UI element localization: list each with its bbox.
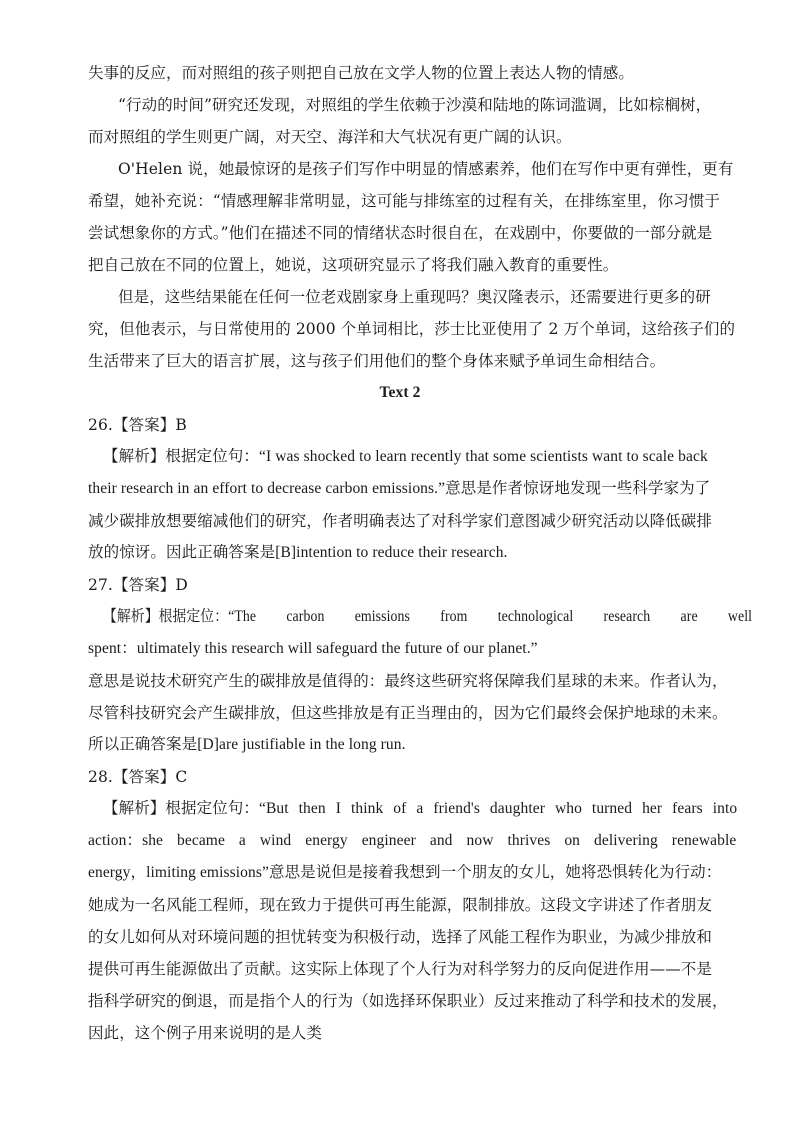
paragraph-line: “行动的时间”研究还发现，对照组的学生依赖于沙漠和陆地的陈词滥调，比如棕榈树，	[118, 96, 712, 114]
answer-line: 28.【答案】C	[88, 768, 188, 786]
analysis-line: 意思是说技术研究产生的碳排放是值得的：最终这些研究将保障我们星球的未来。作者认为，	[88, 672, 728, 690]
paragraph-line: O'Helen 说，她最惊讶的是孩子们写作中明显的情感素养，他们在写作中更有弹性，更有	[118, 160, 734, 178]
section-title: Text 2	[379, 384, 421, 401]
analysis-line: spent：ultimately this research will safeguard the future of our planet.”	[88, 640, 538, 657]
analysis-line: their research in an effort to decrease carbon emissions.”意思是作者惊讶地发现一些科学家为了	[88, 480, 711, 497]
analysis-line: 【解析】根据定位：“The carbon emissions from technological research are well	[103, 608, 753, 625]
analysis-line: 所以正确答案是[D]are justifiable in the long run.	[88, 736, 406, 753]
paragraph-line: 生活带来了巨大的语言扩展，这与孩子们用他们的整个身体来赋予单词生命相结合。	[88, 352, 666, 370]
paragraph-line: 把自己放在不同的位置上，她说，这项研究显示了将我们融入教育的重要性。	[88, 256, 619, 274]
analysis-line: 指科学研究的倒退，而是指个人的行为（如选择环保职业）反过来推动了科学和技术的发展，	[88, 992, 728, 1010]
answer-line: 26.【答案】B	[88, 416, 187, 434]
analysis-line: energy，limiting emissions”意思是说但是接着我想到一个朋友的女儿，她将恐惧转化为行动：	[88, 864, 722, 881]
analysis-line: 【解析】根据定位句：“I was shocked to learn recently that some scientists want to scale back	[103, 448, 708, 465]
analysis-line: 提供可再生能源做出了贡献。这实际上体现了个人行为对科学努力的反向促进作用——不是	[88, 960, 713, 978]
paragraph-line: 但是，这些结果能在任何一位老戏剧家身上重现吗？奥汉隆表示，还需要进行更多的研	[118, 288, 711, 306]
paragraph-line: 失事的反应，而对照组的孩子则把自己放在文学人物的位置上表达人物的情感。	[88, 64, 635, 82]
analysis-line: 的女儿如何从对环境问题的担忧转变为积极行动，选择了风能工程作为职业，为减少排放和	[88, 928, 713, 946]
analysis-line: 减少碳排放想要缩减他们的研究，作者明确表达了对科学家们意图减少研究活动以降低碳排	[88, 512, 713, 530]
analysis-line: 她成为一名风能工程师，现在致力于提供可再生能源，限制排放。这段文字讲述了作者朋友	[88, 896, 713, 914]
paragraph-line: 尝试想象你的方式。”他们在描述不同的情绪状态时很自在，在戏剧中，你要做的一部分就是	[88, 224, 713, 242]
paragraph-line: 希望，她补充说：“情感理解非常明显，这可能与排练室的过程有关，在排练室里，你习惯于	[88, 192, 721, 210]
paragraph-line: 而对照组的学生则更广阔，对天空、海洋和大气状况有更广阔的认识。	[88, 128, 572, 146]
analysis-line: 【解析】根据定位句：“But then I think of a friend's daughter who turned her fears into	[103, 800, 738, 817]
paragraph-line: 究，但他表示，与日常使用的 2000 个单词相比，莎士比亚使用了 2 万个单词，这给孩子们的	[88, 320, 736, 338]
analysis-line: 放的惊讶。因此正确答案是[B]intention to reduce their research.	[88, 544, 508, 561]
analysis-line: action：she became a wind energy engineer and now thrives on delivering renewable	[88, 832, 737, 849]
analysis-line: 因此，这个例子用来说明的是人类	[88, 1024, 323, 1042]
answer-line: 27.【答案】D	[88, 576, 188, 594]
analysis-line: 尽管科技研究会产生碳排放，但这些排放是有正当理由的，因为它们最终会保护地球的未来。	[88, 704, 728, 722]
